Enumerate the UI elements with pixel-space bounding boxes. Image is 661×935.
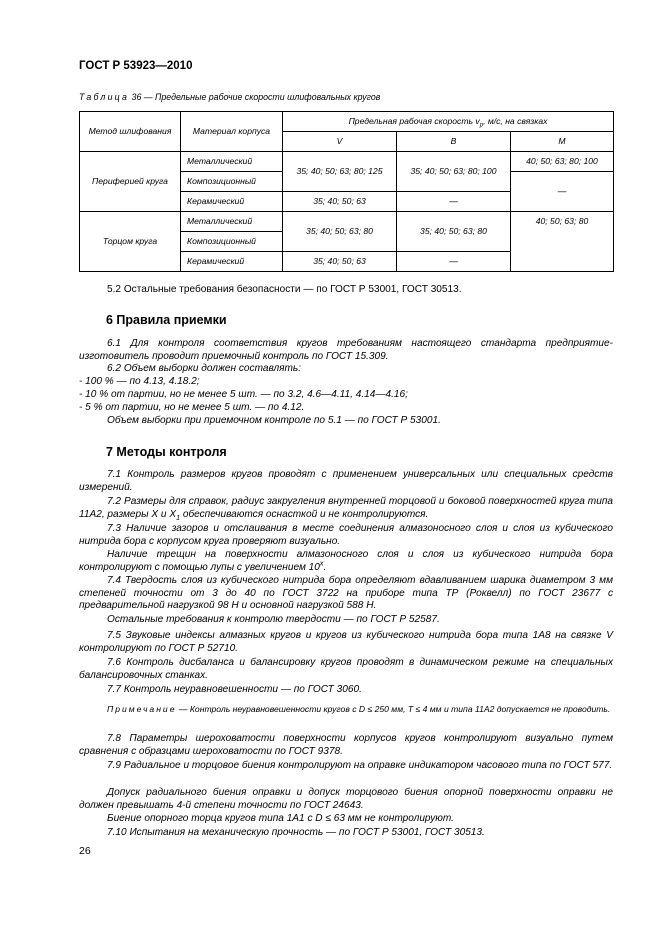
material-cell: Керамический — [181, 252, 283, 272]
document-header: ГОСТ Р 53923—2010 — [79, 60, 193, 72]
value-cell: 35; 40; 50; 63; 80 — [283, 212, 397, 252]
value-cell: 40; 50; 63; 80 — [511, 212, 614, 272]
material-cell: Композиционный — [181, 232, 283, 252]
clause-7-10: 7.10 Испытания на механическую прочность — по ГОСТ Р 53001, ГОСТ 30513. — [107, 827, 485, 838]
note-text: — Контроль неуравновешенности кругов с D ≤ 250 мм, T ≤ 4 мм и типа 11А2 допускается не проводить. — [176, 704, 611, 714]
speed-table — [79, 111, 614, 272]
table-caption — [79, 92, 380, 102]
clause-7-3-cracks: Наличие трещин на поверхности алмазоносного слоя и слоя из кубического нитрида бора контролируют с помощью лупы с увеличением $10^х$. — [79, 549, 613, 573]
clause-6-1: 6.1 Для контроля соответствия кругов требованиям настоящего стандарта предприятие-изготовитель проводит приемочный контроль по ГОСТ 15.309. — [79, 338, 613, 362]
clause-7-6: 7.6 Контроль дисбаланса и балансировку кругов проводят в динамическом режиме на специальных балансировочных станках. — [79, 657, 613, 681]
table-row — [80, 212, 614, 232]
note-label: Примечание — [107, 704, 177, 714]
table-row — [80, 152, 614, 172]
bond-m: M — [511, 132, 614, 152]
clause-7-4: 7.4 Твердость слоя из кубического нитрида бора определяют вдавливанием шарика диаметром 3 мм степеней точности от 3 до 40 по ГОСТ 3722 на приборе типа ТР (Роквелл) по ГОСТ 23677 с предварительной нагрузкой 98 Н и основной нагрузкой 588 Н. — [79, 575, 613, 612]
clause-7-4-other: Остальные требования к контролю твердости — по ГОСТ Р 52587. — [107, 614, 440, 625]
value-cell: 35; 40; 50; 63; 80; 100 — [397, 152, 511, 192]
bond-b: B — [397, 132, 511, 152]
col-header-material: Материал корпуса — [181, 112, 283, 152]
value-cell: 40; 50; 63; 80; 100 — [511, 152, 614, 172]
caption-text: 36 — Предельные рабочие скорости шлифовальных кругов — [129, 92, 381, 102]
material-cell: Металлический — [181, 152, 283, 172]
clause-7-9: 7.9 Радиальное и торцовое биения контролируют на оправке индикатором часового типа по ГОСТ 577. — [107, 760, 613, 771]
value-cell: 35; 40; 50; 63 — [283, 252, 397, 272]
clause-7-2: 7.2 Размеры для справок, радиус закругления внутренней торцовой и боковой поверхностей круга типа 11А2, размеры X и $X_1$ обеспечиваются оснасткой и не контролируются. — [79, 496, 613, 522]
value-cell: — — [511, 172, 614, 212]
clause-7-7: 7.7 Контроль неуравновешенности — по ГОСТ 3060. — [107, 684, 362, 695]
material-cell: Керамический — [181, 192, 283, 212]
material-cell: Композиционный — [181, 172, 283, 192]
clause-7-3: 7.3 Наличие зазоров и отслаивания в месте соединения алмазоносного слоя и слоя из кубического нитрида бора с корпусом круга проверяют визуально. — [79, 523, 613, 547]
section-6-heading: 6 Правила приемки — [106, 313, 227, 327]
value-cell: — — [397, 252, 511, 272]
method-periphery: Периферией круга — [80, 152, 181, 212]
bond-v: V — [283, 132, 397, 152]
method-face: Торцом круга — [80, 212, 181, 272]
col-header-method: Метод шлифования — [80, 112, 181, 152]
list-item: - 10 % от партии, но не менее 5 шт. — по 3.2, 4.6—4.11, 4.14—4.16; — [79, 389, 408, 400]
list-item: - 100 % — по 4.13, 4.18.2; — [79, 376, 200, 387]
value-cell: 35; 40; 50; 63; 80; 125 — [283, 152, 397, 192]
page-number: 26 — [79, 845, 91, 857]
clause-7-8: 7.8 Параметры шероховатости поверхности корпусов кругов контролируют визуально путем сравнения с образцами шероховатости по ГОСТ 9378. — [79, 733, 613, 757]
clause-5-2: 5.2 Остальные требования безопасности — по ГОСТ Р 53001, ГОСТ 30513. — [107, 284, 462, 295]
table-header-row — [80, 112, 614, 132]
clause-7-9-runout: Биение опорного торца кругов типа 1А1 с D ≤ 63 мм не контролируют. — [107, 813, 454, 824]
col-header-speed: Предельная рабочая скорость $v_р$, м/с, на связках — [283, 112, 614, 132]
value-cell: 35; 40; 50; 63 — [283, 192, 397, 212]
clause-7-5: 7.5 Звуковые индексы алмазных кругов и кругов из кубического нитрида бора типа 1А8 на связке V контролируют по ГОСТ Р 52710. — [79, 630, 613, 654]
clause-6-2-last: Объем выборки при приемочном контроле по 5.1 — по ГОСТ Р 53001. — [107, 415, 441, 426]
value-cell: 35; 40; 50; 63; 80 — [397, 212, 511, 252]
value-cell: — — [397, 192, 511, 212]
clause-7-9-tolerance: Допуск радиального биения оправки и допуск торцового биения опорной поверхности оправки не должен превышать 4-й степени точности по ГОСТ 24643. — [79, 787, 613, 811]
material-cell: Металлический — [181, 212, 283, 232]
list-item: - 5 % от партии, но не менее 5 шт. — по 4.12. — [79, 402, 305, 413]
section-7-heading: 7 Методы контроля — [106, 445, 227, 459]
note — [79, 703, 613, 715]
clause-7-1: 7.1 Контроль размеров кругов проводят с применением универсальных или специальных средств измерений. — [79, 469, 613, 493]
caption-prefix: Таблица — [79, 92, 130, 102]
clause-6-2: 6.2 Объем выборки должен составлять: — [107, 363, 302, 374]
